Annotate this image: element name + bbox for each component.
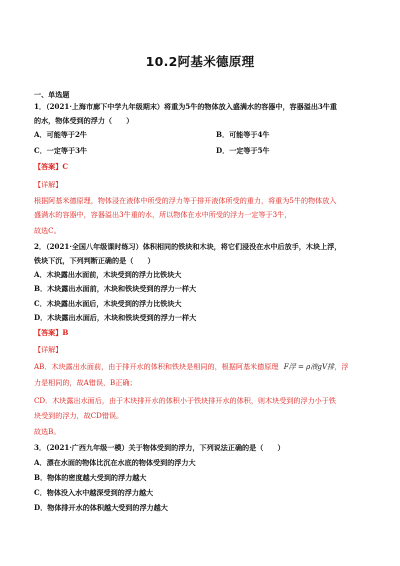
q2-option-a: A．木块露出水面前，木块受到的浮力比铁块大 — [34, 270, 182, 279]
q2-option-c: C．木块露出水面后，木块受到的浮力比铁块大 — [34, 299, 182, 308]
q1-stem-line1: 1．（2021·上海市廊下中学九年级期末）将重为5牛的物体放入盛满水的容器中，容器溢出3牛重 — [34, 102, 338, 111]
page-title: 10.2阿基米德原理 — [145, 54, 255, 69]
q1-explanation-line2: 盛满水的容器中，容器溢出3牛重的水，所以物体在水中所受的浮力一定等于3牛， — [34, 210, 292, 219]
q3-option-a: A．漂在水面的物体比沉在水底的物体受到的浮力大 — [34, 458, 196, 467]
q2-explanation-line1-tail: ，浮 — [334, 362, 349, 371]
q3-option-d: D．物体排开水的体积越大受到的浮力越大 — [34, 503, 168, 512]
q1-detail-label: 【详解】 — [34, 180, 63, 189]
q1-explanation-line1: 根据阿基米德原理，物体浸在液体中所受的浮力等于排开液体所受的重力，将重为5牛的物体放入 — [34, 196, 337, 205]
q3-option-c: C．物体没入水中越深受到的浮力越大 — [34, 488, 154, 497]
q2-explanation-line5: 故选B。 — [34, 427, 61, 436]
q2-explanation-line1-text: AB．木块露出水面前，由于排开水的体积和铁块是相同的，根据阿基米德原理 — [34, 362, 279, 371]
q2-answer: 【答案】B — [34, 328, 69, 337]
q1-answer: 【答案】C — [34, 162, 69, 171]
q1-option-b: B．可能等于4牛 — [216, 130, 270, 139]
q2-stem-line1: 2．（2021·全国八年级课时练习）体积相同的铁块和木块，将它们浸没在水中后放手，木块上浮， — [34, 242, 342, 251]
q1-stem-line2: 的水，物体受到的浮力（ ） — [34, 116, 134, 125]
q2-option-b: B．木块露出水面前，木块和铁块受到的浮力一样大 — [34, 284, 197, 293]
section-heading: 一、单选题 — [34, 90, 70, 99]
q2-explanation-line3: CD．木块露出水面后，由于木块排开水的体积小于铁块排开水的体积，则木块受到的浮力小于铁 — [34, 396, 336, 405]
q3-option-b: B．物体的密度越大受到的浮力越大 — [34, 473, 147, 482]
q2-option-d: D．木块露出水面后，木块和铁块受到的浮力一样大 — [34, 313, 197, 322]
q2-stem-line2: 铁块下沉，下列判断正确的是（ ） — [34, 256, 155, 265]
q3-stem: 3．（2021·广西九年级一模）关于物体受到的浮力，下列说法正确的是（ ） — [34, 443, 285, 452]
q2-detail-label: 【详解】 — [34, 345, 63, 354]
buoyancy-formula: F浮 = ρ液gV排 — [283, 362, 335, 371]
q1-option-c: C．一定等于3牛 — [34, 146, 88, 155]
q1-explanation-line3: 故选C。 — [34, 226, 61, 235]
q1-option-a: A．可能等于2牛 — [34, 130, 88, 139]
q1-option-d: D．一定等于5牛 — [216, 146, 270, 155]
q2-explanation-line2: 力是相同的，故A错误，B正确； — [34, 378, 137, 387]
q2-explanation-line4: 块受到的浮力，故CD错误。 — [34, 411, 124, 420]
q2-explanation-line1 — [34, 362, 348, 371]
